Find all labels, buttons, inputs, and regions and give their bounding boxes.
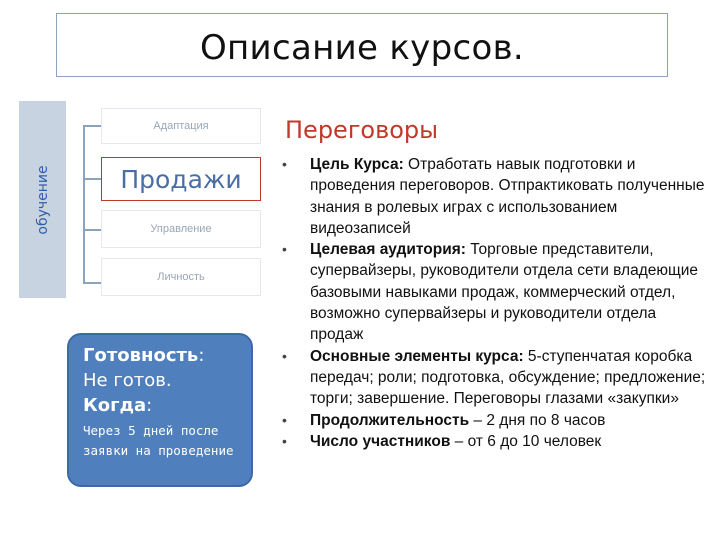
bullet-icon: •	[282, 347, 287, 364]
readiness-label: Готовность	[83, 345, 199, 366]
bullet-icon: •	[282, 411, 287, 428]
list-item	[282, 410, 710, 431]
item-text: – 2 дня по 8 часов	[469, 411, 606, 429]
status-card	[67, 333, 253, 487]
course-node-label: Адаптация	[153, 120, 209, 132]
course-node-label: Продажи	[120, 164, 242, 194]
bullet-icon: •	[282, 156, 287, 172]
sidebar-category-label: обучение	[34, 164, 51, 235]
bullet-icon: •	[282, 241, 287, 258]
item-label: Продолжительность	[310, 411, 470, 429]
list-item	[282, 154, 710, 239]
when-line: Когда:	[83, 395, 153, 416]
tree-connector-sales	[83, 178, 101, 180]
course-node-sales[interactable]	[101, 157, 261, 201]
list-item	[282, 239, 710, 345]
list-item	[282, 346, 710, 410]
course-node-management[interactable]	[101, 210, 261, 248]
when-value: Через 5 дней после заявки на проведение	[83, 423, 234, 458]
tree-connector-vertical	[83, 125, 85, 283]
slide-title-box	[56, 13, 668, 77]
course-details-list	[282, 154, 710, 452]
bullet-icon: •	[282, 432, 287, 449]
item-text: Отработать навык подготовки и проведения переговоров. Отпрактиковать полученные знания в ролевых играх с использованием видеозаписей	[310, 156, 705, 237]
course-heading: Переговоры	[285, 116, 439, 144]
tree-connector-adaptation	[83, 125, 101, 127]
item-label: Целевая аудитория:	[310, 241, 466, 259]
slide-title: Описание курсов.	[199, 28, 525, 68]
tree-connector-management	[83, 229, 101, 231]
item-label: Число участников	[310, 432, 451, 450]
course-node-adaptation[interactable]	[101, 108, 261, 144]
item-label: Основные элементы курса:	[310, 347, 524, 365]
when-label: Когда	[83, 395, 147, 416]
sidebar-category	[19, 101, 66, 298]
item-text: – от 6 до 10 человек	[450, 432, 602, 450]
item-label: Цель Курса:	[310, 156, 404, 173]
item-text: 5-ступенчатая коробка передач; роли; подготовка, обсуждение; предложение; торги; завершение. Переговоры глазами «закупки»	[310, 347, 706, 408]
tree-connector-personality	[83, 282, 101, 284]
readiness-line: Готовность:	[83, 345, 205, 366]
readiness-value: Не готов.	[83, 370, 172, 391]
course-node-personality[interactable]	[101, 258, 261, 296]
list-item	[282, 431, 710, 452]
item-text: Торговые представители, супервайзеры, руководители отдела сети владеющие базовыми навыками продаж, коммерческий отдел, возможно супервайзеры и руководители отдела продаж	[310, 241, 699, 344]
course-node-label: Управление	[150, 223, 212, 235]
course-node-label: Личность	[157, 271, 205, 283]
